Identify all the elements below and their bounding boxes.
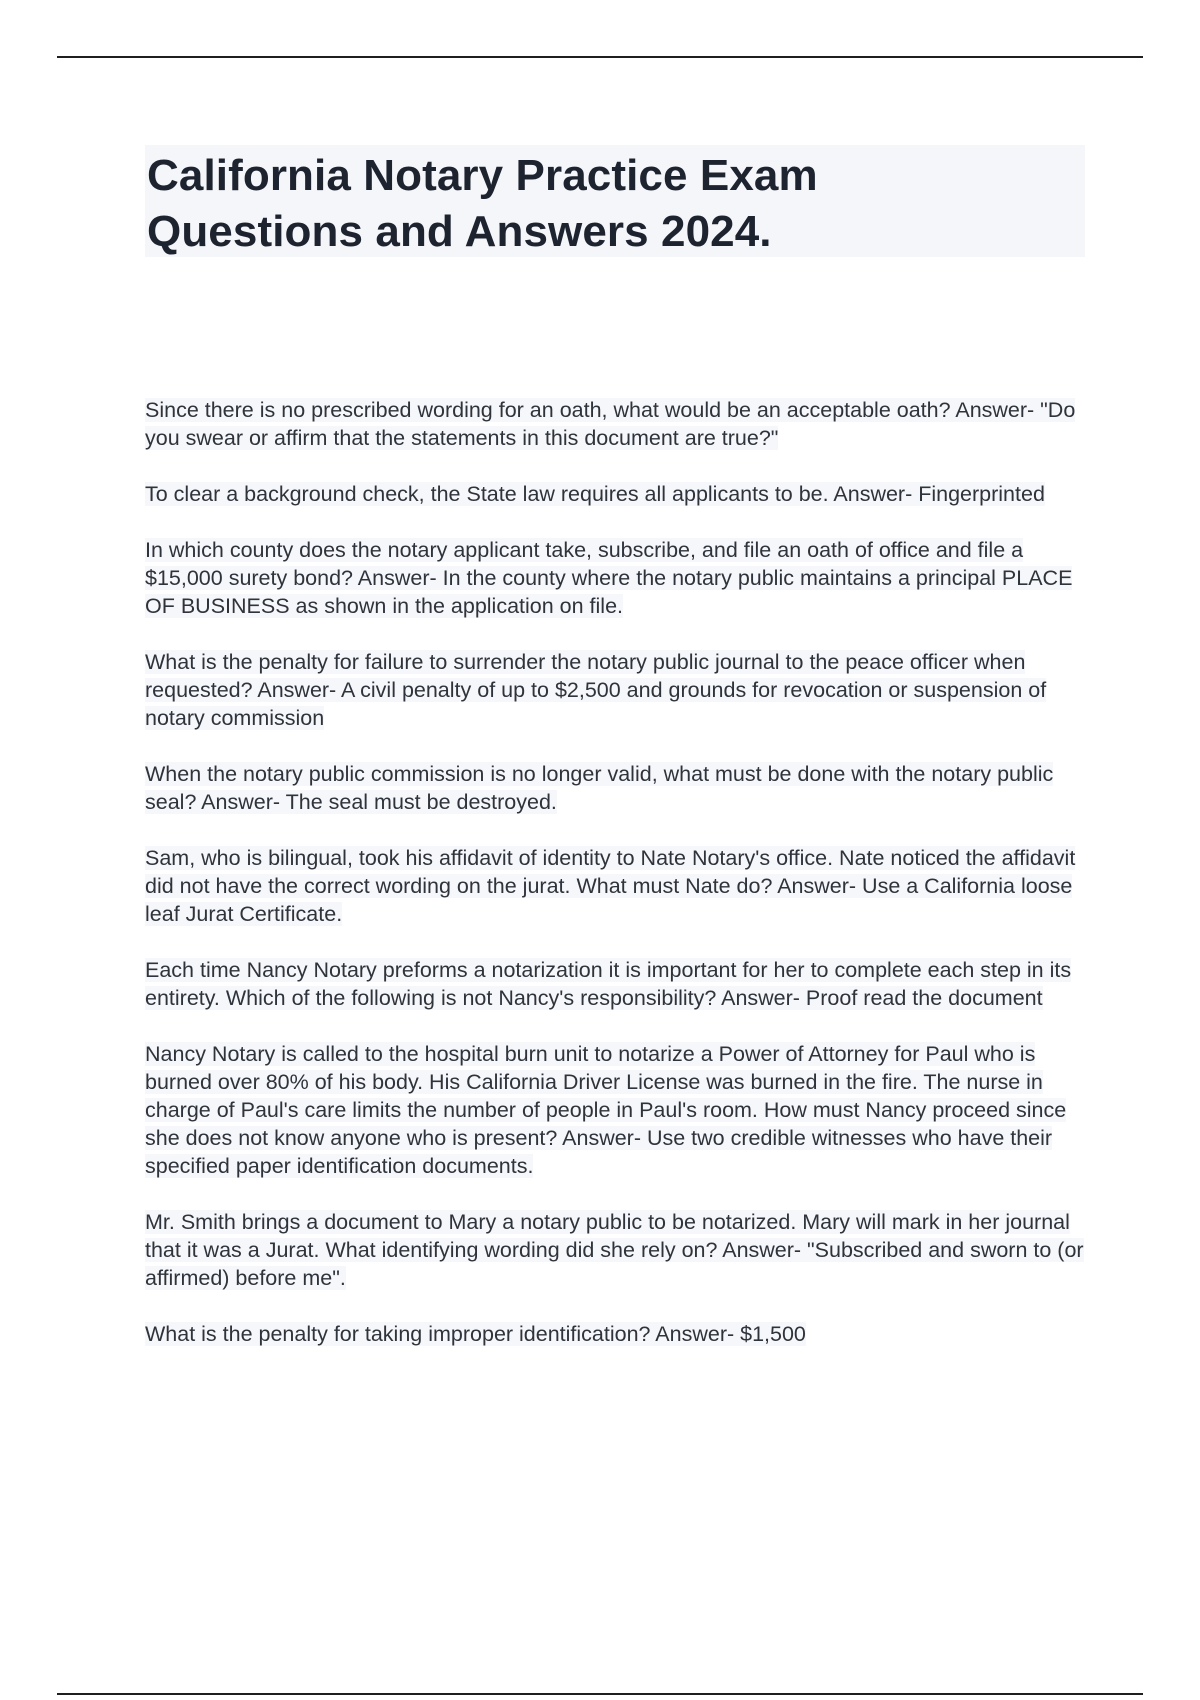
qa-text: In which county does the notary applicant take, subscribe, and file an oath of office and file a $15,000 surety bond? Answer- In the county where the notary public maintains a principal PLACE OF BUSINESS as shown in the application on file.: [145, 538, 1073, 618]
title-line-1: California Notary Practice Exam: [147, 151, 818, 200]
qa-item: [145, 396, 1095, 452]
qa-item: [145, 480, 1095, 508]
qa-item: [145, 956, 1095, 1012]
header-rule: [57, 56, 1143, 58]
document-title: [147, 148, 1083, 260]
qa-text: Mr. Smith brings a document to Mary a notary public to be notarized. Mary will mark in her journal that it was a Jurat. What identifying wording did she rely on? Answer- "Subscribed and sworn to (or affirmed) before me".: [145, 1210, 1084, 1290]
qa-text: What is the penalty for taking improper identification? Answer- $1,500: [145, 1322, 806, 1346]
qa-text: Nancy Notary is called to the hospital burn unit to notarize a Power of Attorney for Paul who is burned over 80% of his body. His California Driver License was burned in the fire. The nurse in charge of Paul's care limits the number of people in Paul's room. How must Nancy proceed since she does not know anyone who is present? Answer- Use two credible witnesses who have their specified paper identification documents.: [145, 1042, 1067, 1178]
qa-item: [145, 1040, 1095, 1180]
footer-rule: [57, 1693, 1143, 1695]
qa-text: Sam, who is bilingual, took his affidavit of identity to Nate Notary's office. Nate noticed the affidavit did not have the correct wording on the jurat. What must Nate do? Answer- Use a California loose leaf Jurat Certificate.: [145, 846, 1076, 926]
qa-item: [145, 760, 1095, 816]
qa-text: Each time Nancy Notary preforms a notarization it is important for her to complete each step in its entirety. Which of the following is not Nancy's responsibility? Answer- Proof read the document: [145, 958, 1072, 1010]
qa-list: [145, 396, 1095, 1376]
qa-item: [145, 1320, 1095, 1348]
title-line-2: Questions and Answers 2024.: [147, 207, 772, 256]
qa-item: [145, 844, 1095, 928]
qa-text: Since there is no prescribed wording for an oath, what would be an acceptable oath? Answer- "Do you swear or affirm that the statements in this document are true?": [145, 398, 1076, 450]
qa-item: [145, 536, 1095, 620]
qa-text: What is the penalty for failure to surrender the notary public journal to the peace officer when requested? Answer- A civil penalty of up to $2,500 and grounds for revocation or suspension of notary commission: [145, 650, 1047, 730]
qa-text: When the notary public commission is no longer valid, what must be done with the notary public seal? Answer- The seal must be destroyed.: [145, 762, 1054, 814]
qa-text: To clear a background check, the State law requires all applicants to be. Answer- Fingerprinted: [145, 482, 1045, 506]
title-block: [145, 145, 1085, 257]
qa-item: [145, 648, 1095, 732]
qa-item: [145, 1208, 1095, 1292]
